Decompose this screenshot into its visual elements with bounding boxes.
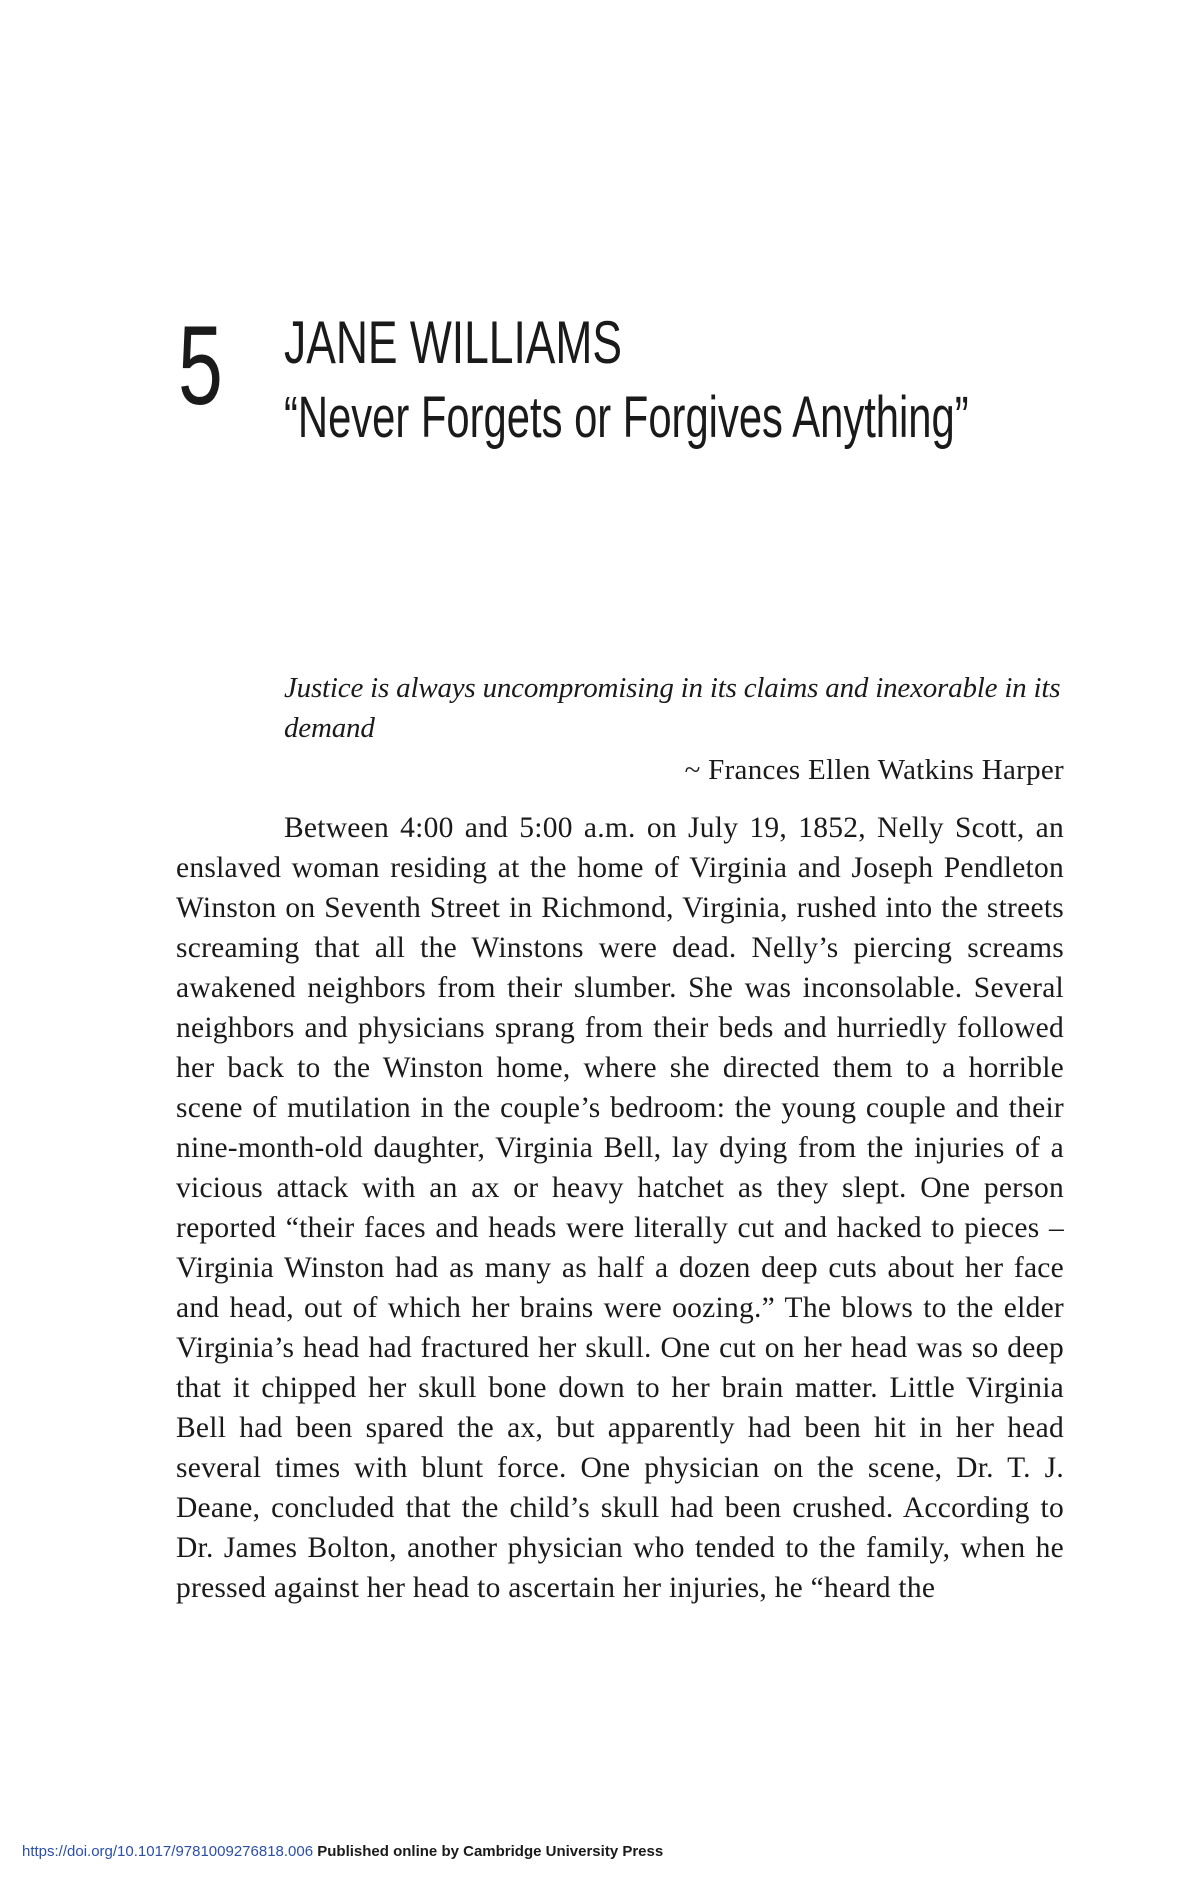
doi-link[interactable]: https://doi.org/10.1017/9781009276818.006 [22,1843,314,1860]
chapter-heading [178,303,1078,456]
epigraph-author: ~ Frances Ellen Watkins Harper [684,754,1064,786]
publisher-note: Published online by Cambridge University Press [317,1843,664,1860]
body-paragraph: Between 4:00 and 5:00 a.m. on July 19, 1852, Nelly Scott, an enslaved woman residing at the home of Virginia and Joseph Pendleton Winston on Seventh Street in Richmond, Virginia, rushed into the streets screaming that all the Winstons were dead. Nelly’s piercing screams awakened neighbors from their slumber. She was inconsolable. Several neighbors and physicians sprang from their beds and hurriedly followed her back to the Winston home, where she directed them to a horrible scene of mutilation in the couple’s bedroom: the young couple and their nine-month-old daughter, Virginia Bell, lay dying from the injuries of a vicious attack with an ax or heavy hatchet as they slept. One person reported “their faces and heads were literally cut and hacked to pieces – Virginia Winston had as many as half a dozen deep cuts about her face and head, out of which her brains were oozing.” The blows to the elder Virginia’s head had fractured her skull. One cut on her head was so deep that it chipped her skull bone down to her brain matter. Little Virginia Bell had been spared the ax, but apparently had been hit in her head several times with blunt force. One physician on the scene, Dr. T. J. Deane, concluded that the child’s skull had been crushed. According to Dr. James Bolton, another physician who tended to the family, when he pressed against her head to ascertain her injuries, he “heard the [176,812,1064,1604]
chapter-number: 5 [178,303,223,428]
epigraph-quote: Justice is always uncompromising in its claims and inexorable in its demand [284,672,1061,744]
chapter-title: JANE WILLIAMS [284,309,623,376]
epigraph [284,668,1064,790]
body-text [176,808,1064,1608]
footer [22,1842,663,1862]
chapter-subtitle: “Never Forgets or Forgives Anything” [284,385,969,450]
